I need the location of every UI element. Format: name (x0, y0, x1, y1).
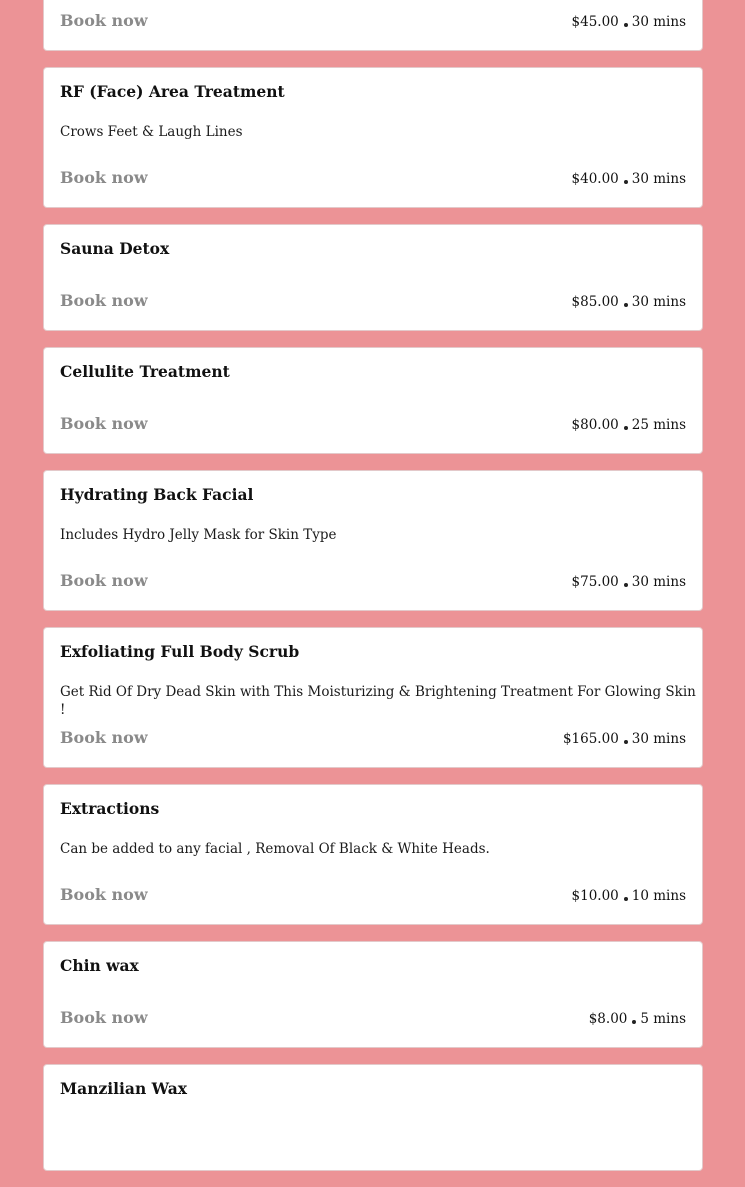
service-card (43, 1064, 703, 1171)
service-price: $40.00 (571, 171, 619, 187)
service-duration: 30 mins (631, 731, 686, 747)
service-description: Crows Feet & Laugh Lines (60, 124, 243, 140)
service-card (43, 0, 703, 51)
service-duration: 25 mins (631, 417, 686, 433)
service-list (43, 0, 703, 1187)
book-now-button[interactable]: Book now (60, 291, 148, 310)
service-meta (572, 417, 686, 433)
service-card (43, 627, 703, 768)
service-title: Cellulite Treatment (60, 362, 230, 381)
service-footer (60, 885, 686, 904)
service-card (43, 67, 703, 208)
service-footer (60, 728, 686, 747)
service-title: Manzilian Wax (60, 1079, 187, 1098)
service-title: Chin wax (60, 956, 139, 975)
service-title: Hydrating Back Facial (60, 485, 254, 504)
service-title: RF (Face) Area Treatment (60, 82, 285, 101)
service-title: Extractions (60, 799, 160, 818)
book-now-button[interactable]: Book now (60, 1008, 148, 1027)
book-now-button[interactable]: Book now (60, 885, 148, 904)
service-price: $45.00 (571, 14, 619, 30)
service-meta (563, 731, 686, 747)
service-card (43, 784, 703, 925)
book-now-button[interactable]: Book now (60, 11, 148, 30)
service-description: Can be added to any facial , Removal Of Black & White Heads. (60, 841, 490, 857)
service-footer (60, 11, 686, 30)
service-duration: 30 mins (631, 574, 686, 590)
book-now-button[interactable]: Book now (60, 571, 148, 590)
service-footer (60, 291, 686, 310)
service-meta (572, 14, 686, 30)
service-duration: 10 mins (631, 888, 686, 904)
service-footer (60, 1008, 686, 1027)
book-now-button[interactable]: Book now (60, 168, 148, 187)
separator-dot-icon (624, 740, 628, 744)
service-meta (589, 1011, 686, 1027)
service-title: Sauna Detox (60, 239, 170, 258)
service-title: Exfoliating Full Body Scrub (60, 642, 300, 661)
service-card (43, 347, 703, 454)
service-meta (572, 574, 686, 590)
separator-dot-icon (624, 180, 628, 184)
service-footer (60, 571, 686, 590)
service-price: $80.00 (571, 417, 619, 433)
separator-dot-icon (632, 1020, 636, 1024)
separator-dot-icon (624, 303, 628, 307)
service-card (43, 941, 703, 1048)
service-card (43, 224, 703, 331)
service-duration: 30 mins (631, 294, 686, 310)
service-price: $10.00 (571, 888, 619, 904)
service-price: $85.00 (571, 294, 619, 310)
service-duration: 30 mins (631, 171, 686, 187)
service-meta (572, 171, 686, 187)
service-description: Includes Hydro Jelly Mask for Skin Type (60, 527, 337, 543)
service-description: Get Rid Of Dry Dead Skin with This Moisturizing & Brightening Treatment For Glowing Skin ! (60, 684, 696, 718)
separator-dot-icon (624, 23, 628, 27)
service-meta (572, 888, 686, 904)
separator-dot-icon (624, 897, 628, 901)
service-meta (572, 294, 686, 310)
service-footer (60, 168, 686, 187)
service-price: $165.00 (562, 731, 619, 747)
book-now-button[interactable]: Book now (60, 728, 148, 747)
service-price: $75.00 (571, 574, 619, 590)
service-price: $8.00 (588, 1011, 628, 1027)
separator-dot-icon (624, 426, 628, 430)
service-duration: 30 mins (631, 14, 686, 30)
service-duration: 5 mins (640, 1011, 686, 1027)
separator-dot-icon (624, 583, 628, 587)
book-now-button[interactable]: Book now (60, 414, 148, 433)
service-card (43, 470, 703, 611)
service-footer (60, 414, 686, 433)
